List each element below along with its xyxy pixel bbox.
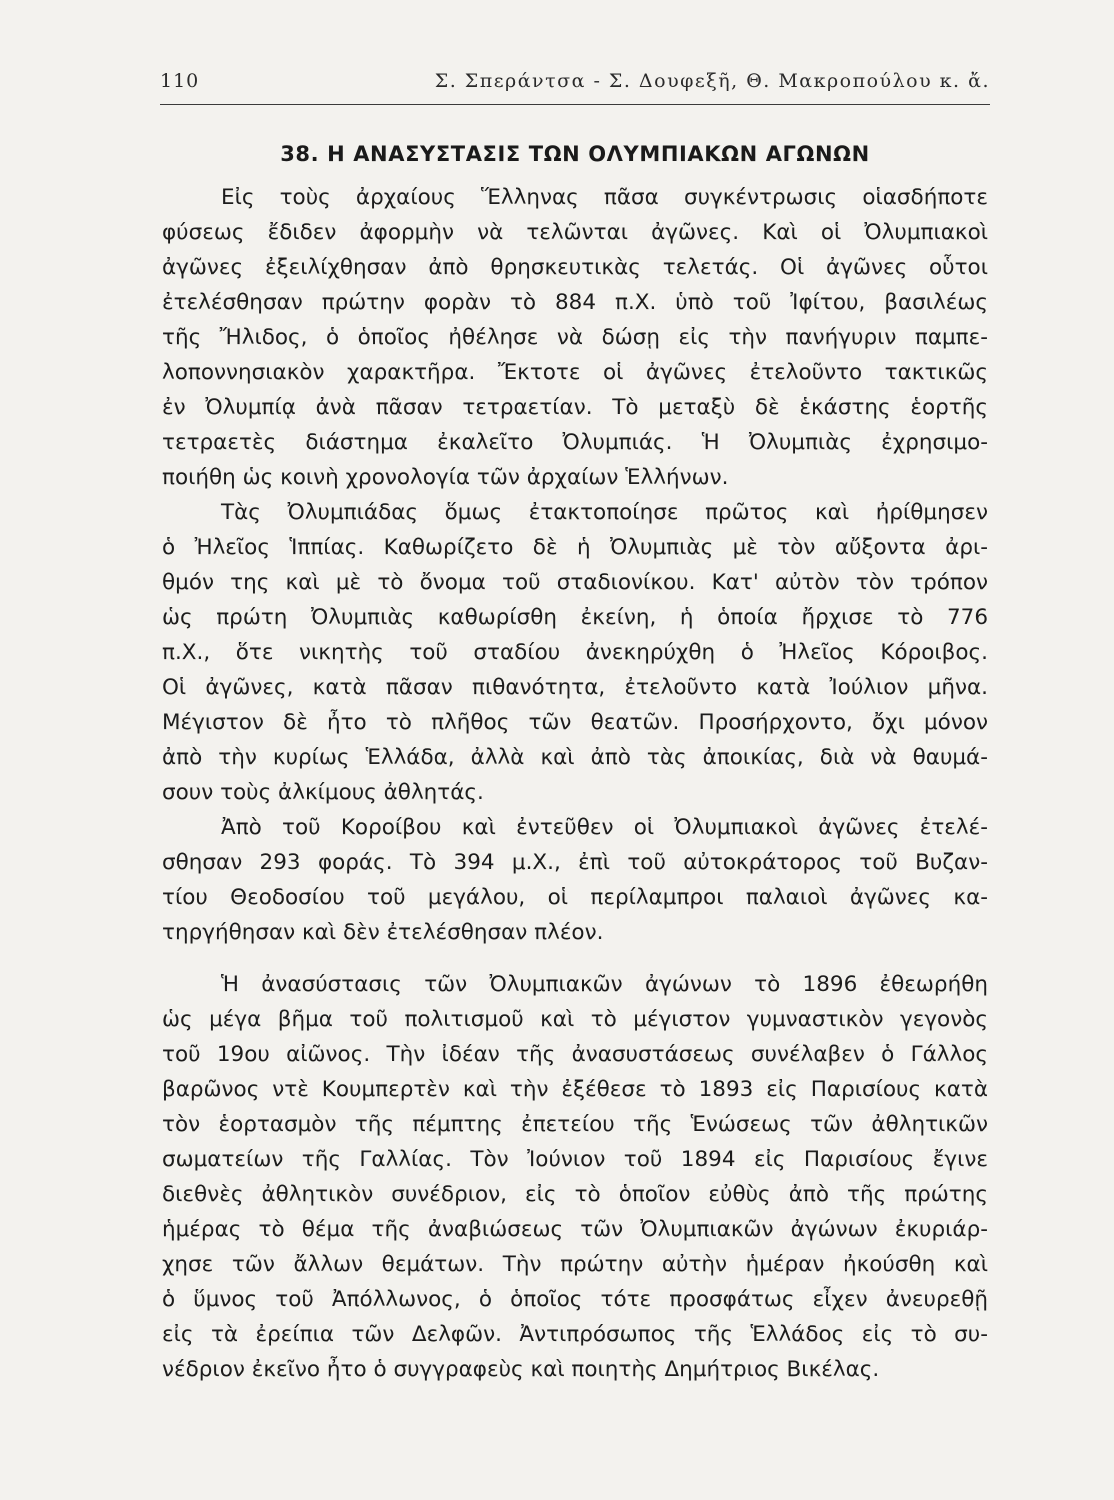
text-line: διεθνὲς ἀθλητικὸν συνέδριον, εἰς τὸ ὁποῖον εὐθὺς ἀπὸ τῆς πρώτης bbox=[162, 1182, 988, 1207]
text-line: χησε τῶν ἄλλων θεμάτων. Τὴν πρώτην αὐτὴν ἡμέραν ἠκούσθη καὶ bbox=[162, 1252, 988, 1277]
page-number: 110 bbox=[160, 70, 200, 92]
text-line: π.Χ., ὅτε νικητὴς τοῦ σταδίου ἀνεκηρύχθη ὁ Ἠλεῖος Κόροιβος. bbox=[162, 640, 988, 665]
text-line: ποιήθη ὡς κοινὴ χρονολογία τῶν ἀρχαίων Ἑλλήνων. bbox=[162, 465, 729, 490]
text-line: εἰς τὰ ἐρείπια τῶν Δελφῶν. Ἀντιπρόσωπος τῆς Ἑλλάδος εἰς τὸ συ- bbox=[162, 1322, 988, 1347]
text-line: ἡμέρας τὸ θέμα τῆς ἀναβιώσεως τῶν Ὀλυμπιακῶν ἀγώνων ἐκυριάρ- bbox=[162, 1217, 988, 1242]
text-line: σθησαν 293 φοράς. Τὸ 394 μ.Χ., ἐπὶ τοῦ αὐτοκράτορος τοῦ Βυζαν- bbox=[162, 850, 988, 875]
text-line: Οἱ ἀγῶνες, κατὰ πᾶσαν πιθανότητα, ἐτελοῦντο κατὰ Ἰούλιον μῆνα. bbox=[162, 675, 988, 700]
text-line: ὡς πρώτη Ὀλυμπιὰς καθωρίσθη ἐκείνη, ἡ ὁποία ἤρχισε τὸ 776 bbox=[162, 605, 988, 630]
text-line: τετραετὲς διάστημα ἐκαλεῖτο Ὀλυμπιάς. Ἡ Ὀλυμπιὰς ἐχρησιμο- bbox=[162, 430, 988, 455]
text-line: λοποννησιακὸν χαρακτῆρα. Ἔκτοτε οἱ ἀγῶνες ἐτελοῦντο τακτικῶς bbox=[162, 360, 988, 385]
text-line: ὁ Ἠλεῖος Ἱππίας. Καθωρίζετο δὲ ἡ Ὀλυμπιὰς μὲ τὸν αὔξοντα ἀρι- bbox=[162, 535, 988, 560]
running-head bbox=[160, 70, 990, 102]
text-line: ἐτελέσθησαν πρώτην φορὰν τὸ 884 π.Χ. ὑπὸ τοῦ Ἰφίτου, βασιλέως bbox=[162, 290, 988, 315]
text-line: Μέγιστον δὲ ἦτο τὸ πλῆθος τῶν θεατῶν. Προσήρχοντο, ὄχι μόνον bbox=[162, 710, 988, 735]
text-line: τῆς Ἤλιδος, ὁ ὁποῖος ἠθέλησε νὰ δώσῃ εἰς τὴν πανήγυριν παμπε- bbox=[162, 325, 988, 350]
text-line: θμόν της καὶ μὲ τὸ ὄνομα τοῦ σταδιονίκου. Κατ' αὐτὸν τὸν τρόπον bbox=[162, 570, 988, 595]
text-line: τοῦ 19ου αἰῶνος. Τὴν ἰδέαν τῆς ἀνασυστάσεως συνέλαβεν ὁ Γάλλος bbox=[162, 1042, 988, 1067]
text-line: Ἡ ἀνασύστασις τῶν Ὀλυμπιακῶν ἀγώνων τὸ 1896 ἐθεωρήθη bbox=[221, 972, 988, 997]
text-line: τίου Θεοδοσίου τοῦ μεγάλου, οἱ περίλαμπροι παλαιοὶ ἀγῶνες κα- bbox=[162, 885, 988, 910]
text-line: τηργήθησαν καὶ δὲν ἐτελέσθησαν πλέον. bbox=[162, 920, 604, 945]
text-line: βαρῶνος ντὲ Κουμπερτὲν καὶ τὴν ἐξέθεσε τὸ 1893 εἰς Παρισίους κατὰ bbox=[162, 1077, 988, 1102]
running-title: Σ. Σπεράντσα - Σ. Δουφεξῆ, Θ. Μακροπούλου κ. ἄ. bbox=[434, 70, 990, 92]
text-line: Εἰς τοὺς ἀρχαίους Ἕλληνας πᾶσα συγκέντρωσις οἱασδήποτε bbox=[221, 185, 988, 210]
text-line: σουν τοὺς ἀλκίμους ἀθλητάς. bbox=[162, 780, 484, 805]
text-line: ἐν Ὀλυμπίᾳ ἀνὰ πᾶσαν τετραετίαν. Τὸ μεταξὺ δὲ ἑκάστης ἑορτῆς bbox=[162, 395, 988, 420]
header-rule bbox=[160, 104, 990, 105]
text-line: ἀγῶνες ἐξειλίχθησαν ἀπὸ θρησκευτικὰς τελετάς. Οἱ ἀγῶνες οὗτοι bbox=[162, 255, 988, 280]
text-line: τὸν ἑορτασμὸν τῆς πέμπτης ἐπετείου τῆς Ἑνώσεως τῶν ἀθλητικῶν bbox=[162, 1112, 988, 1137]
text-line: νέδριον ἐκεῖνο ἦτο ὁ συγγραφεὺς καὶ ποιητὴς Δημήτριος Βικέλας. bbox=[162, 1357, 880, 1382]
text-line: φύσεως ἔδιδεν ἀφορμὴν νὰ τελῶνται ἀγῶνες. Καὶ οἱ Ὀλυμπιακοὶ bbox=[162, 220, 988, 245]
text-line: Ἀπὸ τοῦ Κοροίβου καὶ ἐντεῦθεν οἱ Ὀλυμπιακοὶ ἀγῶνες ἐτελέ- bbox=[221, 815, 988, 840]
text-line: ὡς μέγα βῆμα τοῦ πολιτισμοῦ καὶ τὸ μέγιστον γυμναστικὸν γεγονὸς bbox=[162, 1007, 988, 1032]
text-line: Τὰς Ὀλυμπιάδας ὅμως ἐτακτοποίησε πρῶτος καὶ ἠρίθμησεν bbox=[221, 500, 988, 525]
text-line: σωματείων τῆς Γαλλίας. Τὸν Ἰούνιον τοῦ 1894 εἰς Παρισίους ἔγινε bbox=[162, 1147, 988, 1172]
chapter-title: 38. Η ΑΝΑΣΥΣΤΑΣΙΣ ΤΩΝ ΟΛΥΜΠΙΑΚΩΝ ΑΓΩΝΩΝ bbox=[280, 142, 870, 166]
text-line: ἀπὸ τὴν κυρίως Ἑλλάδα, ἀλλὰ καὶ ἀπὸ τὰς ἀποικίας, διὰ νὰ θαυμά- bbox=[162, 745, 988, 770]
text-line: ὁ ὕμνος τοῦ Ἀπόλλωνος, ὁ ὁποῖος τότε προσφάτως εἶχεν ἀνευρεθῇ bbox=[162, 1287, 988, 1312]
